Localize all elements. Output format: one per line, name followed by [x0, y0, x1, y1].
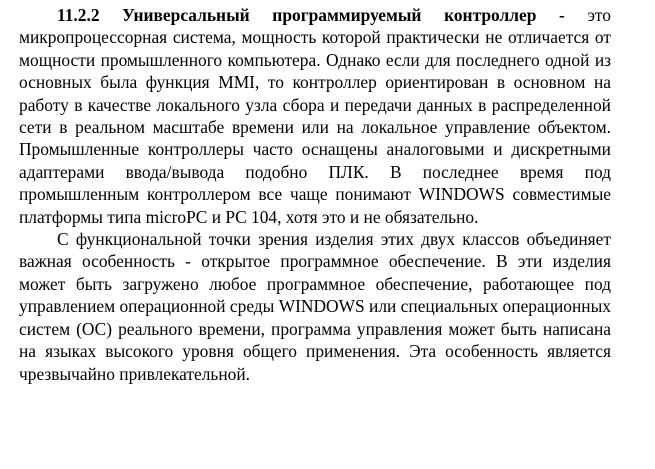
section-heading: 11.2.2 Универсальный программируемый контроллер - [57, 5, 565, 25]
paragraph-text: С функциональной точки зрения изделия этих двух классов объединяет важная особенность - открытое программное обеспечение. В эти изделия может быть загружено любое программное обеспечение, работающее под управлением операционной среды WINDOWS или специальных операционных систем (ОС) реального времени, программа управления может быть написана на языках высокого уровня общего применения. Эта особенность является чрезвычайно привлекательной. [19, 229, 611, 384]
paragraph-controller-definition [19, 4, 611, 228]
document-body [19, 4, 611, 385]
paragraph-functional-view [19, 228, 611, 385]
paragraph-text: это микропроцессорная система, мощность которой практически не отличается от мощности промышленного компьютера. Однако если для последнего одной из основных была функция MMI, то контроллер ориентирован в основном на работу в качестве локального узла сбора и передачи данных в распределенной сети в реальном масштабе времени или на локальное управление объектом. Промышленные контроллеры часто оснащены аналоговыми и дискретными адаптерами ввода/вывода подобно ПЛК. В последнее время под промышленным контроллером все чаще понимают WINDOWS совместимые платформы типа microPC и PC 104, хотя это и не обязательно. [19, 5, 611, 227]
